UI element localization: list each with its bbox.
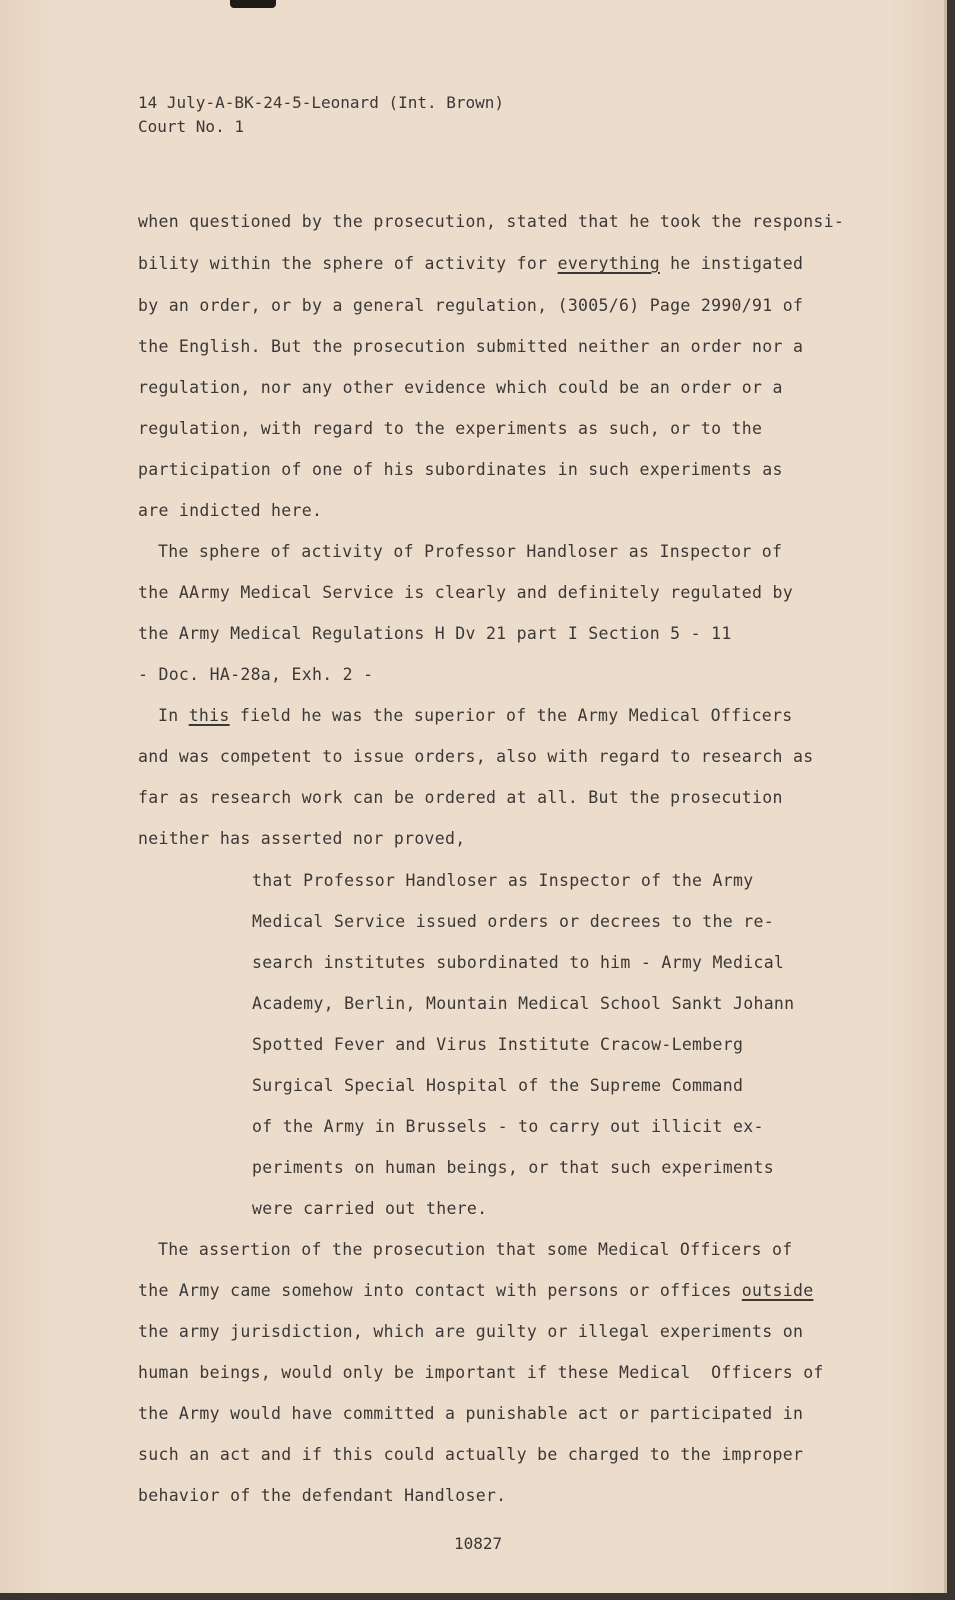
body-line: by an order, or by a general regulation, (3005/6) Page 2990/91 of [138,296,804,315]
body-line: the English. But the prosecution submitted neither an order nor a [138,337,804,356]
body-line: The assertion of the prosecution that some Medical Officers of [158,1240,793,1259]
body-line: are indicted here. [138,501,323,520]
header-line-2: Court No. 1 [138,117,244,136]
text-span: the Army came somehow into contact with persons or offices [138,1281,742,1300]
header-line-1: 14 July-A-BK-24-5-Leonard (Int. Brown) [138,93,505,112]
body-line: the Army Medical Regulations H Dv 21 part I Section 5 - 11 [138,624,732,643]
body-line: such an act and if this could actually be charged to the improper [138,1445,804,1464]
indented-line: Spotted Fever and Virus Institute Cracow-Lemberg [252,1035,744,1054]
body-line: the army jurisdiction, which are guilty or illegal experiments on [138,1322,804,1341]
indented-line: that Professor Handloser as Inspector of the Army [252,871,754,890]
body-line: The sphere of activity of Professor Handloser as Inspector of [158,542,783,561]
body-line [138,1281,813,1300]
body-line [138,254,803,273]
indented-line: Medical Service issued orders or decrees to the re- [252,912,774,931]
underlined-word: everything [557,254,660,273]
document-header [138,91,504,139]
body-line: - Doc. HA-28a, Exh. 2 - [138,665,374,684]
body-line: when questioned by the prosecution, stated that he took the responsi- [138,212,845,231]
text-span: bility within the sphere of activity for [138,254,558,273]
page-number: 10827 [454,1534,503,1553]
binder-clip [230,0,276,8]
indented-line: search institutes subordinated to him - Army Medical [252,953,785,972]
underlined-word: this [188,706,230,725]
body-line: behavior of the defendant Handloser. [138,1486,507,1505]
body-line: and was competent to issue orders, also with regard to research as [138,747,814,766]
indented-line: were carried out there. [252,1199,488,1218]
text-span: field he was the superior of the Army Medical Officers [229,706,793,725]
body-line: regulation, with regard to the experiments as such, or to the [138,419,763,438]
text-span: he instigated [659,254,804,273]
body-line: far as research work can be ordered at all. But the prosecution [138,788,783,807]
body-line: the AArmy Medical Service is clearly and definitely regulated by [138,583,793,602]
indented-line: of the Army in Brussels - to carry out illicit ex- [252,1117,764,1136]
indented-line: periments on human beings, or that such experiments [252,1158,774,1177]
body-line: participation of one of his subordinates in such experiments as [138,460,783,479]
underlined-word: outside [741,1281,814,1300]
body-line: neither has asserted nor proved, [138,829,466,848]
body-line: the Army would have committed a punishable act or participated in [138,1404,804,1423]
body-line: regulation, nor any other evidence which could be an order or a [138,378,783,397]
text-span: In [158,706,189,725]
indented-line: Academy, Berlin, Mountain Medical School Sankt Johann [252,994,795,1013]
indented-line: Surgical Special Hospital of the Supreme Command [252,1076,744,1095]
body-line [158,706,793,725]
body-line: human beings, would only be important if these Medical Officers of [138,1363,824,1382]
